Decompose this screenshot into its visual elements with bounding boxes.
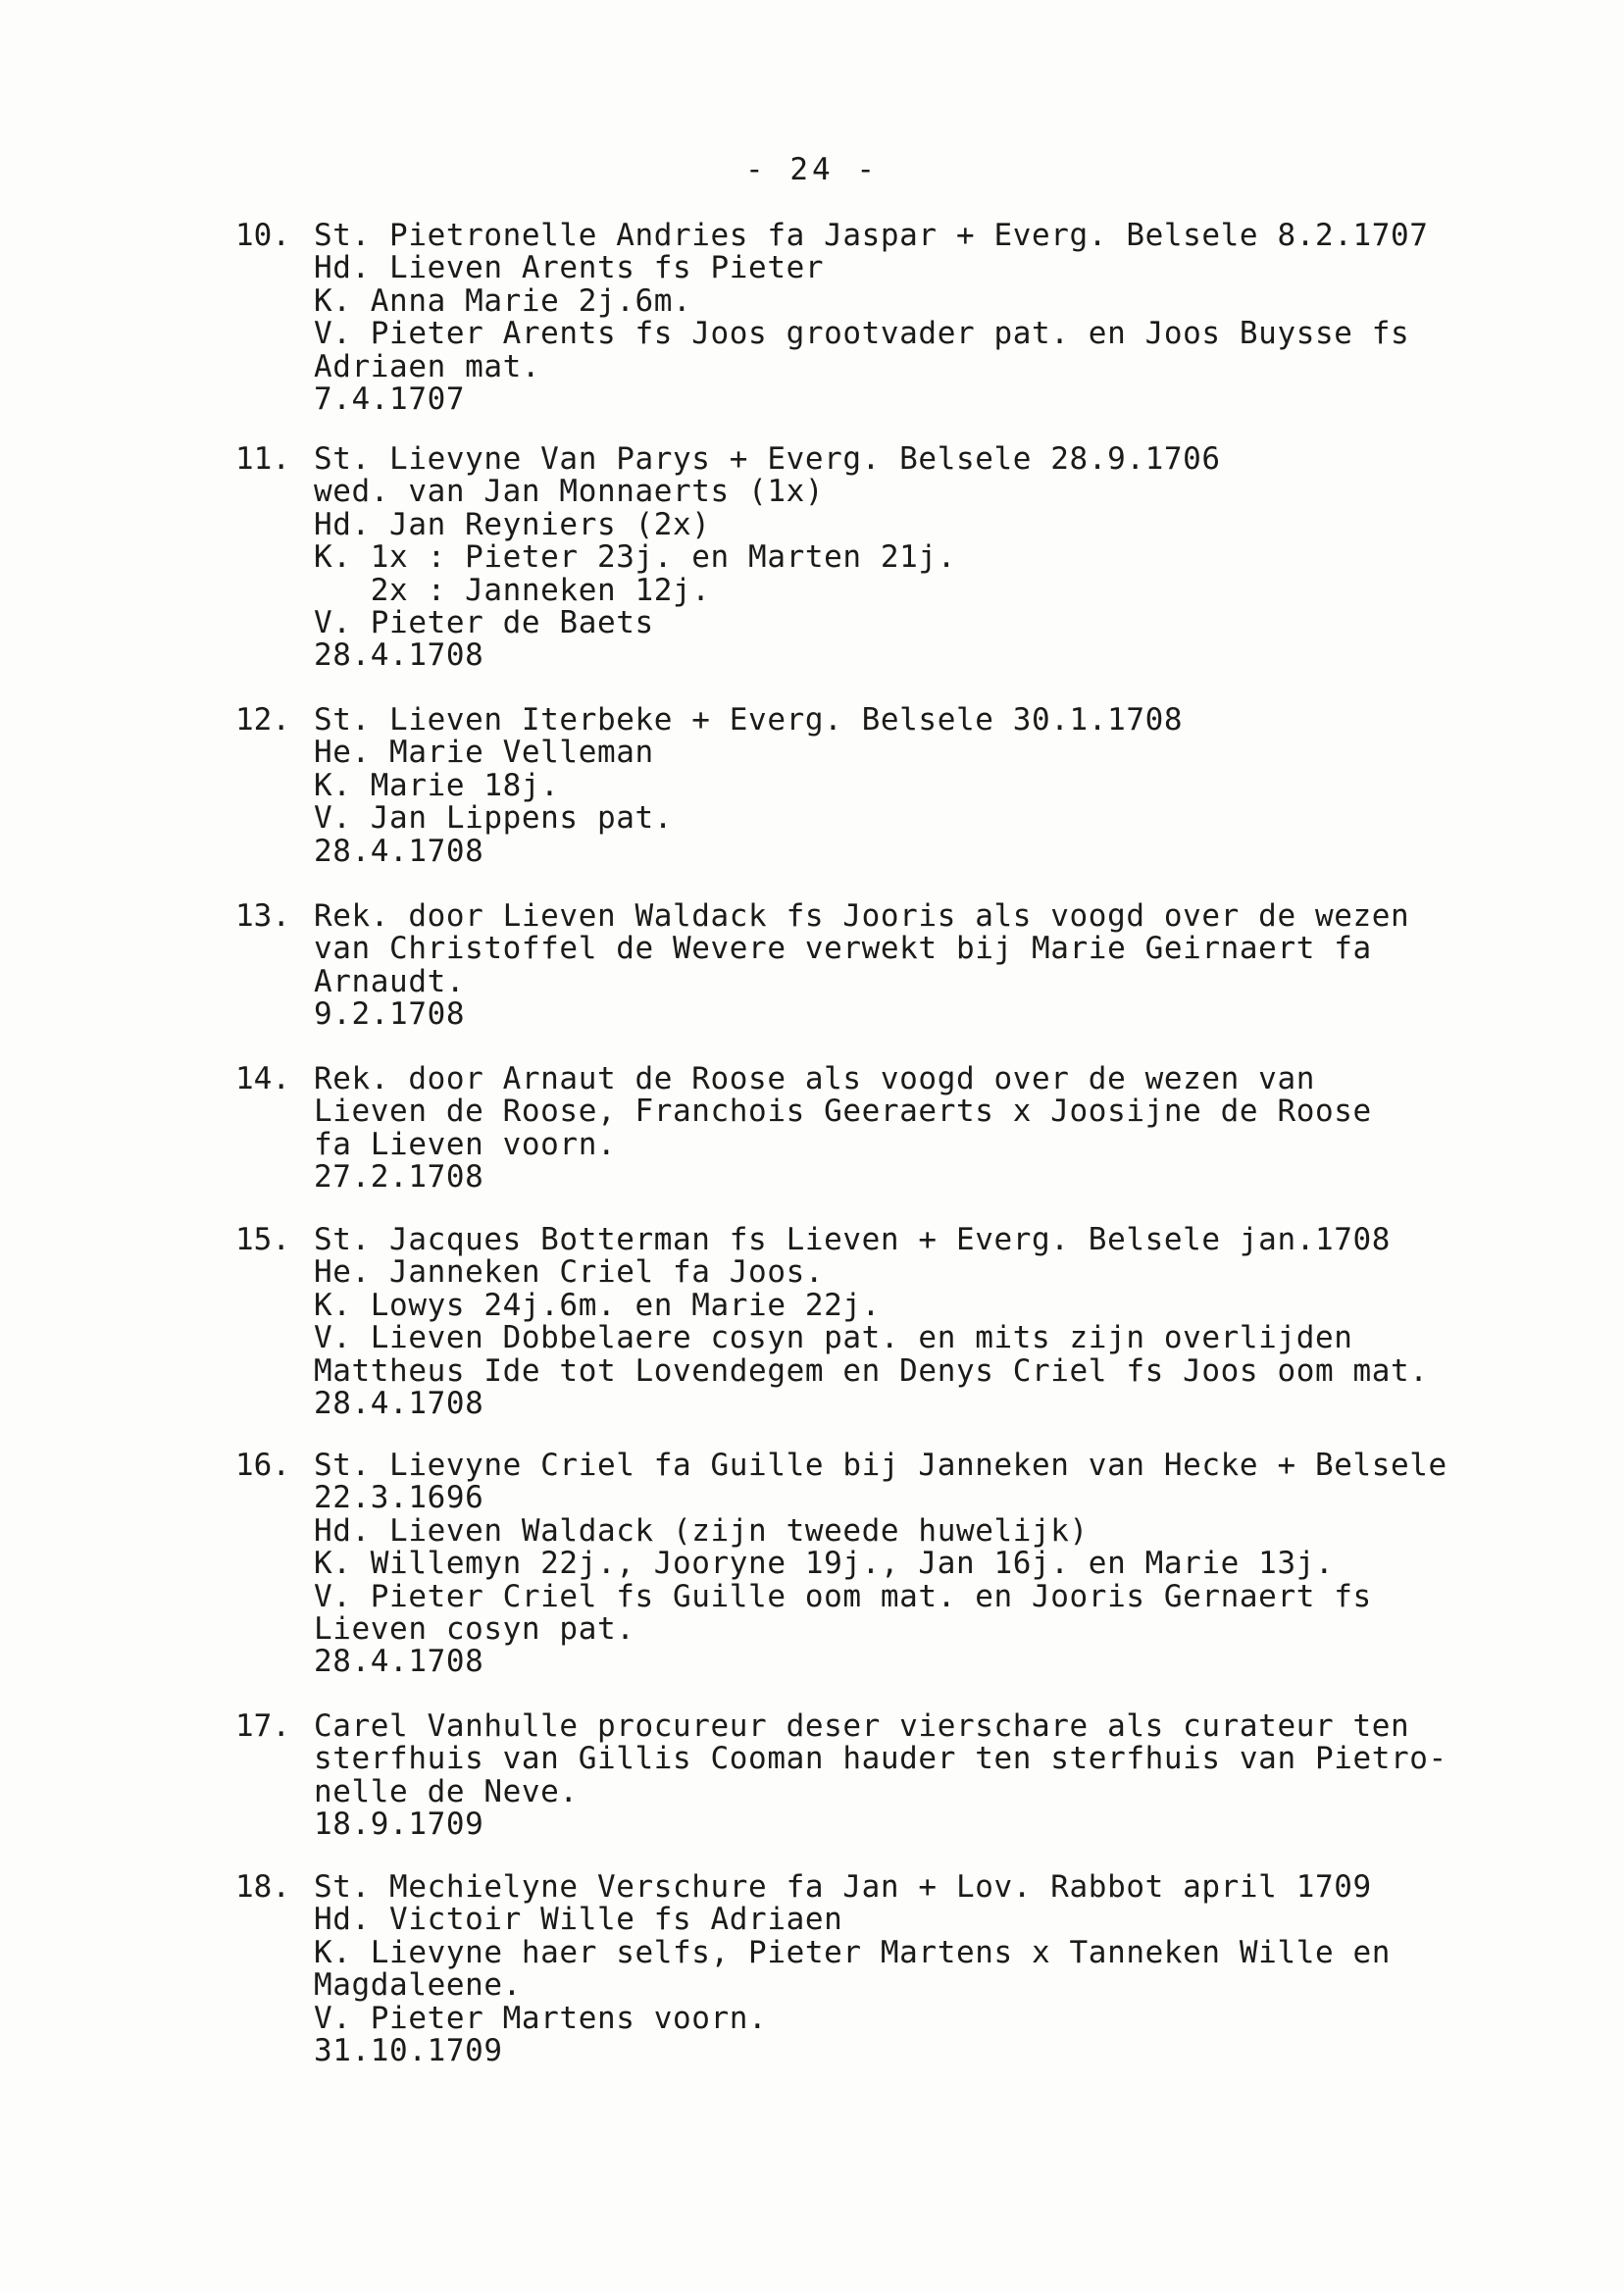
entry-line: Adriaen mat. — [314, 348, 541, 384]
entry-line: Mattheus Ide tot Lovendegem en Denys Criel fs Joos oom mat. — [314, 1352, 1429, 1389]
entry-line: 31.10.1709 — [314, 2033, 503, 2069]
entry-line: K. Marie 18j. — [314, 767, 560, 803]
entry-line: V. Lieven Dobbelaere cosyn pat. en mits zijn overlijden — [314, 1320, 1353, 1356]
entry-number: 18. — [235, 1869, 290, 1905]
entry-line: K. Lowys 24j.6m. en Marie 22j. — [314, 1287, 881, 1323]
entry-line: 2x : Janneken 12j. — [314, 572, 711, 608]
entry-text — [314, 1224, 1540, 1420]
page-number: - 24 - — [745, 152, 879, 187]
entry-12 — [235, 704, 1540, 868]
entry-text — [314, 1710, 1540, 1842]
entry-text — [314, 900, 1540, 1032]
entry-line: St. Lievyne Criel fa Guille bij Janneken van Hecke + Belsele — [314, 1448, 1447, 1483]
entry-line: St. Lieven Iterbeke + Everg. Belsele 30.1.1708 — [314, 702, 1184, 738]
entry-14 — [235, 1063, 1540, 1195]
entry-line: 7.4.1707 — [314, 382, 466, 418]
entry-line: 22.3.1696 — [314, 1480, 484, 1516]
entry-line: Hd. Victoir Wille fs Adriaen — [314, 1902, 843, 1938]
entry-number: 11. — [235, 441, 290, 477]
entry-text — [314, 220, 1540, 416]
entry-line: St. Mechielyne Verschure fa Jan + Lov. Rabbot april 1709 — [314, 1869, 1372, 1905]
entry-text — [314, 443, 1540, 673]
entry-13 — [235, 900, 1540, 1032]
entry-line: St. Pietronelle Andries fa Jaspar + Everg. Belsele 8.2.1707 — [314, 218, 1429, 253]
entry-line: K. 1x : Pieter 23j. en Marten 21j. — [314, 539, 956, 576]
entry-line: K. Lievyne haer selfs, Pieter Martens x Tanneken Wille en — [314, 1934, 1392, 1970]
entry-line: Arnaudt. — [314, 963, 466, 999]
entry-line: 28.4.1708 — [314, 1644, 484, 1680]
entry-17 — [235, 1710, 1540, 1842]
entry-line: V. Jan Lippens pat. — [314, 800, 674, 837]
entry-line: V. Pieter de Baets — [314, 605, 654, 641]
entry-number: 13. — [235, 898, 290, 934]
entry-text — [314, 1450, 1540, 1679]
entry-15 — [235, 1224, 1540, 1420]
entry-number: 14. — [235, 1061, 290, 1096]
entry-line: Hd. Lieven Waldack (zijn tweede huwelijk) — [314, 1512, 1089, 1549]
entry-line: sterfhuis van Gillis Cooman hauder ten sterfhuis van Pietro- — [314, 1741, 1447, 1777]
entry-line: van Christoffel de Wevere verwekt bij Marie Geirnaert fa — [314, 931, 1372, 967]
entry-line: wed. van Jan Monnaerts (1x) — [314, 474, 825, 510]
entry-line: Lieven cosyn pat. — [314, 1611, 635, 1648]
entry-line: K. Willemyn 22j., Jooryne 19j., Jan 16j. en Marie 13j. — [314, 1546, 1335, 1582]
entry-line: 18.9.1709 — [314, 1807, 484, 1843]
entry-text — [314, 704, 1540, 868]
entry-line: V. Pieter Martens voorn. — [314, 2000, 768, 2036]
entry-line: He. Janneken Criel fa Joos. — [314, 1254, 825, 1291]
entry-text — [314, 1063, 1540, 1195]
entry-line: V. Pieter Criel fs Guille oom mat. en Jooris Gernaert fs — [314, 1578, 1372, 1614]
entry-line: Magdaleene. — [314, 1967, 522, 2004]
entry-line: V. Pieter Arents fs Joos grootvader pat. en Joos Buysse fs — [314, 316, 1410, 352]
entry-line: fa Lieven voorn. — [314, 1126, 617, 1162]
entry-16 — [235, 1450, 1540, 1679]
entry-number: 10. — [235, 218, 290, 253]
entry-line: Carel Vanhulle procureur deser vierschare als curateur ten — [314, 1708, 1410, 1744]
entry-line: K. Anna Marie 2j.6m. — [314, 282, 692, 319]
entry-line: nelle de Neve. — [314, 1773, 579, 1809]
entry-line: He. Marie Velleman — [314, 735, 654, 771]
entry-10 — [235, 220, 1540, 416]
entry-line: Rek. door Arnaut de Roose als voogd over de wezen van — [314, 1061, 1315, 1096]
entry-number: 16. — [235, 1448, 290, 1483]
entry-line: Lieven de Roose, Franchois Geeraerts x Joosijne de Roose — [314, 1094, 1372, 1130]
entry-text — [314, 1871, 1540, 2067]
entry-line: 28.4.1708 — [314, 833, 484, 869]
entry-line: 28.4.1708 — [314, 1386, 484, 1422]
entry-line: 27.2.1708 — [314, 1159, 484, 1196]
entry-line: Rek. door Lieven Waldack fs Jooris als voogd over de wezen — [314, 898, 1410, 934]
entry-11 — [235, 443, 1540, 673]
entry-line: Hd. Jan Reyniers (2x) — [314, 506, 711, 542]
entry-line: St. Jacques Botterman fs Lieven + Everg. Belsele jan.1708 — [314, 1222, 1392, 1257]
entry-18 — [235, 1871, 1540, 2067]
entry-number: 17. — [235, 1708, 290, 1744]
entry-number: 15. — [235, 1222, 290, 1257]
entry-line: 28.4.1708 — [314, 637, 484, 674]
entry-line: Hd. Lieven Arents fs Pieter — [314, 250, 825, 286]
entry-number: 12. — [235, 702, 290, 738]
entry-line: St. Lievyne Van Parys + Everg. Belsele 28.9.1706 — [314, 441, 1221, 477]
entry-line: 9.2.1708 — [314, 996, 466, 1033]
